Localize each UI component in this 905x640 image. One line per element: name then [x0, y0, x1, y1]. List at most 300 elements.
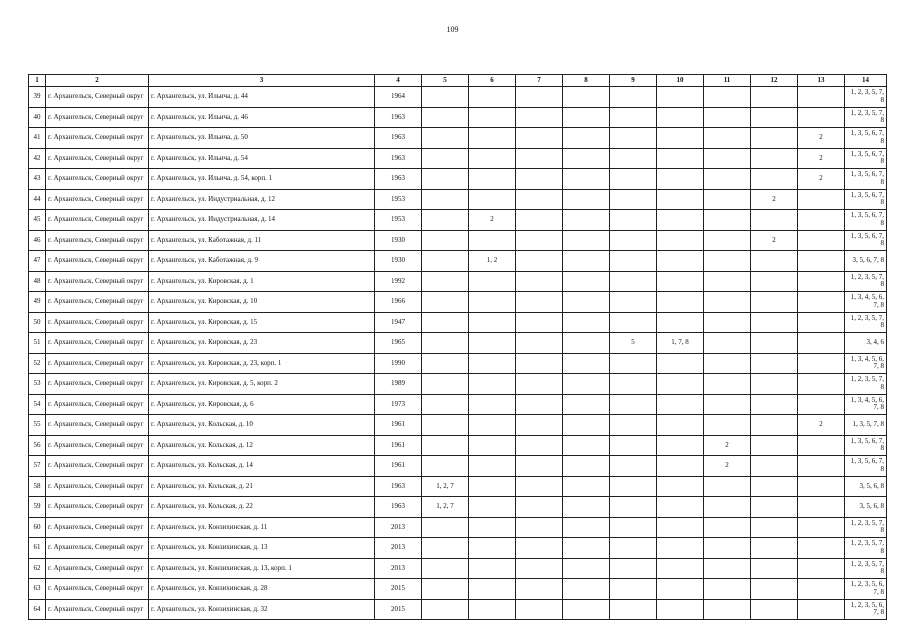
- table-cell: [704, 558, 751, 579]
- table-cell: [422, 312, 469, 333]
- table-cell: 2: [798, 128, 845, 149]
- table-cell: г. Архангельск, Северный округ: [46, 271, 149, 292]
- table-cell: 40: [29, 107, 46, 128]
- table-cell: 2013: [375, 558, 422, 579]
- table-cell: [798, 271, 845, 292]
- table-cell: [422, 292, 469, 313]
- table-cell: [422, 189, 469, 210]
- table-cell: [657, 497, 704, 518]
- table-cell: [516, 456, 563, 477]
- table-row: [29, 558, 887, 579]
- table-cell: [610, 456, 657, 477]
- table-cell: г. Архангельск, ул. Кировская, д. 10: [149, 292, 375, 313]
- table-cell: [798, 230, 845, 251]
- table-cell: [610, 538, 657, 559]
- table-cell: 1947: [375, 312, 422, 333]
- table-cell: [751, 271, 798, 292]
- table-cell: 58: [29, 476, 46, 497]
- table-cell: 1963: [375, 169, 422, 190]
- table-cell: 1, 3, 4, 5, 6, 7, 8: [845, 292, 887, 313]
- table-cell: [469, 292, 516, 313]
- table-cell: [563, 128, 610, 149]
- table-cell: г. Архангельск, Северный округ: [46, 374, 149, 395]
- table-cell: 2: [469, 210, 516, 231]
- table-row: [29, 353, 887, 374]
- table-cell: [657, 210, 704, 231]
- table-cell: [469, 435, 516, 456]
- table-cell: [563, 353, 610, 374]
- table-cell: [610, 189, 657, 210]
- table-cell: [422, 210, 469, 231]
- table-cell: [422, 435, 469, 456]
- table-cell: 2: [798, 415, 845, 436]
- table-cell: [657, 579, 704, 600]
- table-cell: [610, 579, 657, 600]
- table-cell: [657, 415, 704, 436]
- table-cell: [704, 312, 751, 333]
- table-cell: [798, 353, 845, 374]
- table-cell: 1, 3, 4, 5, 6, 7, 8: [845, 353, 887, 374]
- table-cell: [563, 210, 610, 231]
- table-cell: г. Архангельск, Северный округ: [46, 169, 149, 190]
- table-cell: [422, 87, 469, 108]
- table-cell: г. Архангельск, Северный округ: [46, 517, 149, 538]
- table-cell: [516, 558, 563, 579]
- table-cell: [610, 599, 657, 620]
- table-cell: [469, 189, 516, 210]
- table-cell: [657, 538, 704, 559]
- table-cell: [798, 189, 845, 210]
- table-cell: 1963: [375, 497, 422, 518]
- table-cell: 59: [29, 497, 46, 518]
- table-cell: [469, 456, 516, 477]
- table-cell: 48: [29, 271, 46, 292]
- table-cell: г. Архангельск, ул. Конзихинская, д. 32: [149, 599, 375, 620]
- table-cell: 1966: [375, 292, 422, 313]
- table-cell: [563, 189, 610, 210]
- table-cell: 1973: [375, 394, 422, 415]
- table-cell: [516, 148, 563, 169]
- table-cell: г. Архангельск, Северный округ: [46, 189, 149, 210]
- table-cell: 2: [704, 456, 751, 477]
- table-cell: г. Архангельск, Северный округ: [46, 497, 149, 518]
- table-cell: [657, 128, 704, 149]
- table-cell: 3, 4, 6: [845, 333, 887, 354]
- table-cell: г. Архангельск, ул. Конзихинская, д. 13: [149, 538, 375, 559]
- table-cell: [563, 476, 610, 497]
- table-cell: [563, 271, 610, 292]
- column-header: 1: [29, 75, 46, 87]
- table-cell: г. Архангельск, ул. Кировская, д. 23: [149, 333, 375, 354]
- table-cell: 3, 5, 6, 8: [845, 476, 887, 497]
- table-cell: [516, 415, 563, 436]
- table-cell: [751, 148, 798, 169]
- table-row: [29, 128, 887, 149]
- table-row: [29, 189, 887, 210]
- table-row: [29, 210, 887, 231]
- table-cell: [751, 169, 798, 190]
- table-cell: [751, 210, 798, 231]
- table-cell: [751, 353, 798, 374]
- table-cell: [610, 230, 657, 251]
- table-cell: г. Архангельск, Северный округ: [46, 456, 149, 477]
- column-header: 11: [704, 75, 751, 87]
- table-row: [29, 579, 887, 600]
- table-cell: 2013: [375, 538, 422, 559]
- table-cell: [516, 353, 563, 374]
- table-cell: [563, 394, 610, 415]
- table-row: [29, 415, 887, 436]
- table-cell: [422, 251, 469, 272]
- table-cell: [751, 107, 798, 128]
- table-cell: 1963: [375, 148, 422, 169]
- table-cell: 2: [798, 148, 845, 169]
- table-cell: [563, 415, 610, 436]
- table-cell: 42: [29, 148, 46, 169]
- table-cell: [798, 497, 845, 518]
- table-cell: г. Архангельск, ул. Конзихинская, д. 13, корп. 1: [149, 558, 375, 579]
- table-cell: 2013: [375, 517, 422, 538]
- table-cell: г. Архангельск, Северный округ: [46, 292, 149, 313]
- column-header: 14: [845, 75, 887, 87]
- table-cell: [657, 435, 704, 456]
- table-cell: [469, 374, 516, 395]
- table-cell: [704, 128, 751, 149]
- table-cell: [422, 230, 469, 251]
- table-cell: [657, 189, 704, 210]
- table-cell: [469, 415, 516, 436]
- table-cell: [563, 107, 610, 128]
- table-cell: [798, 292, 845, 313]
- table-cell: [563, 230, 610, 251]
- table-cell: [469, 394, 516, 415]
- table-cell: 1, 2, 7: [422, 497, 469, 518]
- table-cell: [751, 476, 798, 497]
- table-cell: [751, 456, 798, 477]
- table-cell: 1, 3, 5, 6, 7, 8: [845, 210, 887, 231]
- table-cell: [469, 353, 516, 374]
- table-cell: [704, 333, 751, 354]
- table-cell: [469, 599, 516, 620]
- table-cell: [751, 394, 798, 415]
- column-header: 7: [516, 75, 563, 87]
- table-cell: 1963: [375, 107, 422, 128]
- table-cell: 1989: [375, 374, 422, 395]
- table-cell: [704, 271, 751, 292]
- table-cell: [422, 517, 469, 538]
- table-cell: [422, 599, 469, 620]
- table-cell: г. Архангельск, ул. Каботажная, д. 9: [149, 251, 375, 272]
- table-cell: 51: [29, 333, 46, 354]
- column-header: 9: [610, 75, 657, 87]
- table-cell: 1, 3, 5, 6, 7, 8: [845, 230, 887, 251]
- table-cell: г. Архангельск, ул. Кольская, д. 10: [149, 415, 375, 436]
- table-cell: [469, 87, 516, 108]
- table-cell: г. Архангельск, ул. Кольская, д. 12: [149, 435, 375, 456]
- table-cell: 1, 3, 4, 5, 6, 7, 8: [845, 394, 887, 415]
- table-cell: [422, 353, 469, 374]
- table-cell: [516, 128, 563, 149]
- table-cell: [610, 128, 657, 149]
- table-cell: [469, 558, 516, 579]
- table-cell: [798, 107, 845, 128]
- table-cell: 1, 2, 3, 5, 7, 8: [845, 558, 887, 579]
- table-cell: [469, 128, 516, 149]
- table-cell: [657, 353, 704, 374]
- table-cell: [563, 517, 610, 538]
- table-row: [29, 435, 887, 456]
- table-cell: г. Архангельск, ул. Кировская, д. 23, корп. 1: [149, 353, 375, 374]
- table-cell: [610, 558, 657, 579]
- table-cell: [610, 107, 657, 128]
- table-cell: [516, 312, 563, 333]
- table-cell: 5: [610, 333, 657, 354]
- table-cell: [516, 107, 563, 128]
- table-cell: [563, 148, 610, 169]
- table-cell: [516, 579, 563, 600]
- table-cell: [751, 435, 798, 456]
- table-cell: [610, 148, 657, 169]
- table-cell: 55: [29, 415, 46, 436]
- table-cell: [657, 230, 704, 251]
- table-cell: [704, 394, 751, 415]
- table-cell: [469, 169, 516, 190]
- table-cell: [751, 292, 798, 313]
- table-cell: [516, 210, 563, 231]
- table-cell: [563, 87, 610, 108]
- table-cell: [469, 538, 516, 559]
- table-cell: г. Архангельск, ул. Конзихинская, д. 28: [149, 579, 375, 600]
- table-cell: [751, 538, 798, 559]
- table-cell: г. Архангельск, ул. Кировская, д. 5, корп. 2: [149, 374, 375, 395]
- table-cell: [798, 538, 845, 559]
- table-cell: г. Архангельск, Северный округ: [46, 230, 149, 251]
- table-cell: [516, 292, 563, 313]
- table-cell: 1, 7, 8: [657, 333, 704, 354]
- table-row: [29, 148, 887, 169]
- table-cell: 60: [29, 517, 46, 538]
- table-cell: [563, 599, 610, 620]
- table-cell: [469, 579, 516, 600]
- table-cell: [798, 312, 845, 333]
- table-cell: [563, 435, 610, 456]
- table-cell: [798, 374, 845, 395]
- table-cell: [516, 497, 563, 518]
- table-cell: 2015: [375, 599, 422, 620]
- table-cell: [798, 251, 845, 272]
- table-row: [29, 476, 887, 497]
- column-header: 13: [798, 75, 845, 87]
- table-cell: [751, 333, 798, 354]
- table-cell: 2015: [375, 579, 422, 600]
- table-cell: 1965: [375, 333, 422, 354]
- table-cell: 1, 3, 5, 6, 7, 8: [845, 435, 887, 456]
- table-cell: 56: [29, 435, 46, 456]
- table-cell: 1, 3, 5, 6, 7, 8: [845, 189, 887, 210]
- table-cell: [516, 476, 563, 497]
- table-cell: [422, 107, 469, 128]
- table-cell: 1990: [375, 353, 422, 374]
- table-cell: [751, 87, 798, 108]
- table-cell: г. Архангельск, ул. Ильича, д. 46: [149, 107, 375, 128]
- table-cell: [798, 558, 845, 579]
- table-cell: 1, 2, 3, 5, 6, 7, 8: [845, 579, 887, 600]
- table-cell: г. Архангельск, ул. Кировская, д. 15: [149, 312, 375, 333]
- table-cell: [704, 476, 751, 497]
- table-cell: 1, 2, 3, 5, 7, 8: [845, 87, 887, 108]
- table-cell: [422, 169, 469, 190]
- table-cell: 47: [29, 251, 46, 272]
- table-cell: 3, 5, 6, 7, 8: [845, 251, 887, 272]
- table-row: [29, 538, 887, 559]
- table-cell: 1961: [375, 415, 422, 436]
- table-cell: [469, 312, 516, 333]
- table-cell: 1, 2, 7: [422, 476, 469, 497]
- column-header: 2: [46, 75, 149, 87]
- table-cell: 52: [29, 353, 46, 374]
- table-cell: [422, 394, 469, 415]
- table-cell: [422, 538, 469, 559]
- table-cell: [563, 558, 610, 579]
- table-cell: 50: [29, 312, 46, 333]
- table-cell: г. Архангельск, Северный округ: [46, 148, 149, 169]
- table-cell: [516, 538, 563, 559]
- table-cell: [657, 251, 704, 272]
- table-cell: 1953: [375, 189, 422, 210]
- table-cell: [751, 558, 798, 579]
- data-table: [28, 74, 887, 620]
- table-cell: [798, 333, 845, 354]
- table-cell: [563, 579, 610, 600]
- table-cell: 1, 3, 5, 6, 7, 8: [845, 456, 887, 477]
- table-cell: 3, 5, 6, 8: [845, 497, 887, 518]
- table-cell: [516, 87, 563, 108]
- table-cell: [704, 517, 751, 538]
- column-header: 4: [375, 75, 422, 87]
- table-cell: [610, 394, 657, 415]
- table-cell: г. Архангельск, Северный округ: [46, 579, 149, 600]
- table-cell: [469, 271, 516, 292]
- table-cell: [704, 87, 751, 108]
- table-cell: 1, 3, 5, 6, 7, 8: [845, 128, 887, 149]
- table-cell: [657, 374, 704, 395]
- table-cell: г. Архангельск, ул. Кольская, д. 14: [149, 456, 375, 477]
- table-cell: [610, 374, 657, 395]
- table-cell: [469, 517, 516, 538]
- table-cell: 1, 2, 3, 5, 7, 8: [845, 374, 887, 395]
- table-cell: 62: [29, 558, 46, 579]
- table-cell: [610, 312, 657, 333]
- table-cell: [422, 415, 469, 436]
- table-cell: 1964: [375, 87, 422, 108]
- table-cell: 2: [751, 230, 798, 251]
- table-row: [29, 394, 887, 415]
- table-cell: [704, 353, 751, 374]
- table-cell: [469, 148, 516, 169]
- page-number: 109: [446, 25, 459, 34]
- table-cell: [422, 374, 469, 395]
- table-cell: [798, 476, 845, 497]
- column-header: 10: [657, 75, 704, 87]
- table-cell: г. Архангельск, ул. Кировская, д. 6: [149, 394, 375, 415]
- table-cell: г. Архангельск, Северный округ: [46, 476, 149, 497]
- table-cell: [798, 435, 845, 456]
- table-cell: [563, 292, 610, 313]
- table-cell: 1961: [375, 456, 422, 477]
- table-cell: [704, 497, 751, 518]
- table-cell: 1992: [375, 271, 422, 292]
- table-cell: [469, 497, 516, 518]
- table-cell: 46: [29, 230, 46, 251]
- table-cell: 1953: [375, 210, 422, 231]
- table-cell: г. Архангельск, Северный округ: [46, 210, 149, 231]
- table-row: [29, 107, 887, 128]
- table-cell: [657, 292, 704, 313]
- table-cell: [751, 374, 798, 395]
- table-row: [29, 271, 887, 292]
- table-cell: г. Архангельск, Северный округ: [46, 128, 149, 149]
- table-row: [29, 456, 887, 477]
- table-cell: 1, 2: [469, 251, 516, 272]
- table-row: [29, 333, 887, 354]
- table-row: [29, 374, 887, 395]
- table-cell: [610, 415, 657, 436]
- table-cell: [516, 251, 563, 272]
- table-cell: 1, 3, 5, 6, 7, 8: [845, 148, 887, 169]
- table-cell: г. Архангельск, ул. Индустриальная, д. 14: [149, 210, 375, 231]
- table-cell: [704, 230, 751, 251]
- table-cell: [563, 374, 610, 395]
- table-cell: 1963: [375, 476, 422, 497]
- table-row: [29, 599, 887, 620]
- table-cell: [563, 251, 610, 272]
- table-cell: г. Архангельск, ул. Каботажная, д. 11: [149, 230, 375, 251]
- table-cell: [798, 87, 845, 108]
- table-cell: [563, 538, 610, 559]
- table-cell: [563, 497, 610, 518]
- table-cell: г. Архангельск, ул. Ильича, д. 44: [149, 87, 375, 108]
- table-cell: [422, 128, 469, 149]
- table-cell: [610, 87, 657, 108]
- table-cell: [469, 476, 516, 497]
- table-cell: г. Архангельск, Северный округ: [46, 558, 149, 579]
- table-cell: [516, 599, 563, 620]
- table-cell: [610, 271, 657, 292]
- table-row: [29, 87, 887, 108]
- table-cell: [563, 456, 610, 477]
- column-header: 3: [149, 75, 375, 87]
- table-cell: [704, 599, 751, 620]
- column-header: 5: [422, 75, 469, 87]
- table-cell: 1, 3, 5, 7, 8: [845, 415, 887, 436]
- table-cell: 1961: [375, 435, 422, 456]
- table-cell: г. Архангельск, ул. Кольская, д. 22: [149, 497, 375, 518]
- table-cell: [751, 251, 798, 272]
- table-cell: 63: [29, 579, 46, 600]
- table-cell: 2: [704, 435, 751, 456]
- table-cell: г. Архангельск, Северный округ: [46, 415, 149, 436]
- table-cell: г. Архангельск, Северный округ: [46, 435, 149, 456]
- table-cell: [657, 87, 704, 108]
- table-cell: [516, 394, 563, 415]
- table-cell: 45: [29, 210, 46, 231]
- table-cell: 1, 2, 3, 5, 7, 8: [845, 107, 887, 128]
- table-cell: [563, 169, 610, 190]
- table-cell: г. Архангельск, ул. Конзихинская, д. 11: [149, 517, 375, 538]
- table-cell: [657, 456, 704, 477]
- table-cell: [657, 476, 704, 497]
- table-cell: [610, 497, 657, 518]
